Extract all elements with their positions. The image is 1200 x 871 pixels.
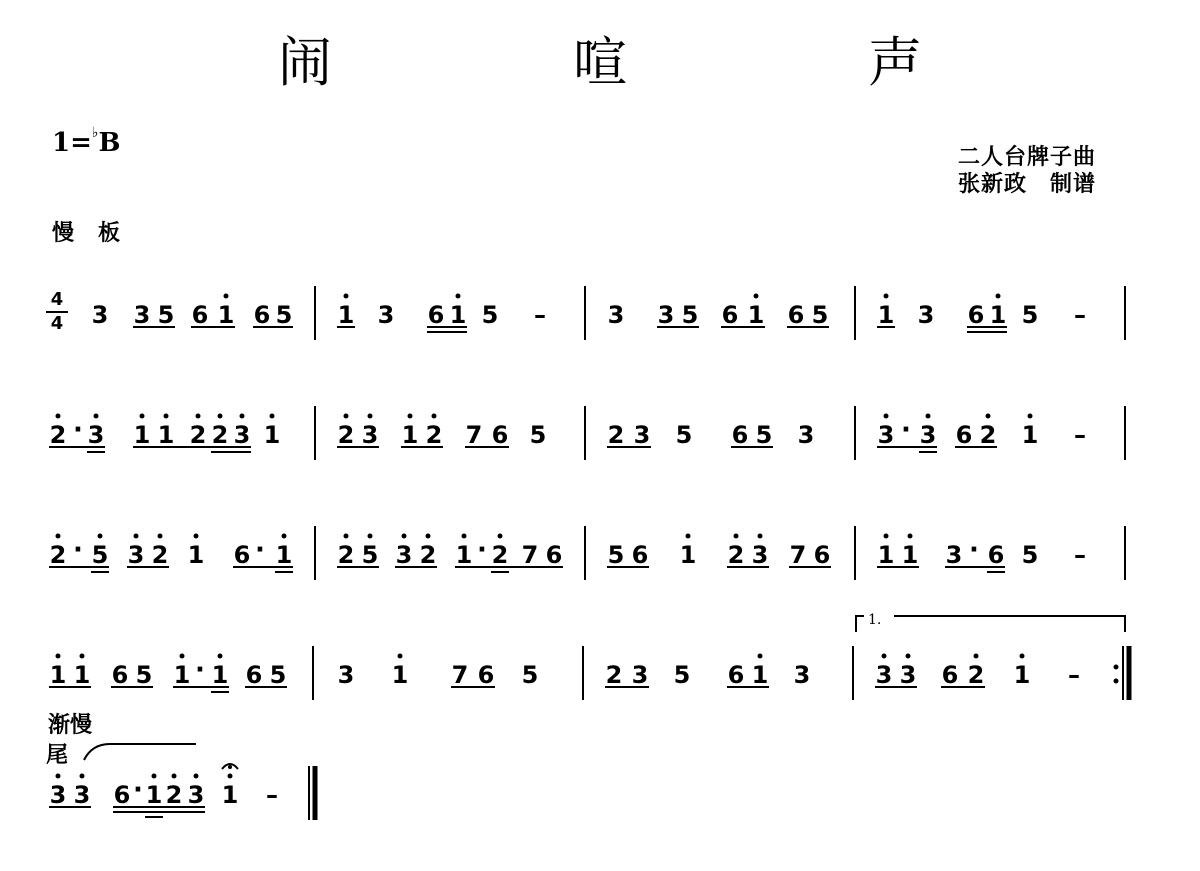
octave-dot-above: [228, 774, 233, 779]
augmentation-dot: ·: [255, 535, 265, 565]
augmentation-dot: ·: [73, 415, 83, 445]
note-digit: 6: [941, 661, 959, 689]
note-digit: 5: [481, 301, 499, 329]
note-digit: 3: [337, 661, 355, 689]
note-digit: 6: [631, 541, 649, 569]
note-digit: 1: [211, 661, 229, 689]
note-digit: 3: [633, 421, 651, 449]
note-digit: 2: [419, 541, 437, 569]
note-digit: 6: [491, 421, 509, 449]
octave-dot-above: [686, 534, 691, 539]
key-note: B: [98, 128, 121, 158]
note-digit: 2: [151, 541, 169, 569]
octave-dot-above: [906, 654, 911, 659]
note-digit: 2: [979, 421, 997, 449]
octave-dot-above: [996, 294, 1001, 299]
coda-slur: [84, 744, 196, 760]
volta-label: 1.: [868, 612, 882, 628]
note-digit: 6: [987, 541, 1005, 569]
note-digit: 3: [87, 421, 105, 449]
note-digit: 1: [989, 301, 1007, 329]
octave-dot-above: [172, 774, 177, 779]
note-digit: 3: [917, 301, 935, 329]
octave-dot-above: [734, 534, 739, 539]
octave-dot-above: [270, 414, 275, 419]
note-digit: 3: [657, 301, 675, 329]
note-digit: 6: [813, 541, 831, 569]
note-digit: 3: [187, 781, 205, 809]
note-digit: 1: [751, 661, 769, 689]
note-digit: 3: [377, 301, 395, 329]
note-digit: 6: [253, 301, 271, 329]
note-digit: 3: [945, 541, 963, 569]
octave-dot-above: [974, 654, 979, 659]
octave-dot-above: [884, 294, 889, 299]
note-digit: 6: [191, 301, 209, 329]
note-digit: 3: [797, 421, 815, 449]
octave-dot-above: [426, 534, 431, 539]
octave-dot-above: [196, 414, 201, 419]
composer-credit: 二人台牌子曲: [958, 145, 1097, 170]
augmentation-dot: ·: [73, 535, 83, 565]
note-digit: 1: [747, 301, 765, 329]
octave-dot-above: [218, 654, 223, 659]
note-digit: 5: [157, 301, 175, 329]
octave-dot-above: [56, 774, 61, 779]
note-digit: 6: [731, 421, 749, 449]
note-digit: 1: [49, 661, 67, 689]
score-row: [49, 526, 1125, 580]
octave-dot-above: [344, 294, 349, 299]
note-digit: 2: [607, 421, 625, 449]
repeat-dot: [1114, 679, 1119, 684]
note-digit: 5: [675, 421, 693, 449]
repeat-dot: [1114, 665, 1119, 670]
note-digit: 6: [967, 301, 985, 329]
time-signature-top: 4: [50, 289, 64, 310]
note-digit: 5: [811, 301, 829, 329]
note-digit: 6: [955, 421, 973, 449]
octave-dot-above: [986, 414, 991, 419]
score-row: [92, 286, 1125, 340]
octave-dot-above: [462, 534, 467, 539]
octave-dot-above: [884, 414, 889, 419]
note-digit: 2: [967, 661, 985, 689]
octave-dot-above: [282, 534, 287, 539]
score-title: 闹 喧 声: [277, 31, 1035, 94]
octave-dot-above: [98, 534, 103, 539]
note-digit: 6: [113, 781, 131, 809]
note-digit: 3: [793, 661, 811, 689]
octave-dot-above: [218, 414, 223, 419]
note-digit: 1: [679, 541, 697, 569]
note-digit: 1: [877, 541, 895, 569]
note-digit: 2: [165, 781, 183, 809]
note-digit: 6: [233, 541, 251, 569]
note-digit: 5: [1021, 541, 1039, 569]
note-digit: 2: [337, 421, 355, 449]
octave-dot-above: [398, 654, 403, 659]
tempo-marking: 慢板: [52, 221, 145, 246]
note-digit: 5: [607, 541, 625, 569]
note-digit: 3: [361, 421, 379, 449]
note-digit: 3: [73, 781, 91, 809]
augmentation-dot: ·: [133, 775, 143, 805]
note-digit: 1: [173, 661, 191, 689]
octave-dot-above: [56, 534, 61, 539]
octave-dot-above: [80, 654, 85, 659]
octave-dot-above: [758, 534, 763, 539]
octave-dot-above: [164, 414, 169, 419]
octave-dot-above: [80, 774, 85, 779]
note-digit: 1: [133, 421, 151, 449]
octave-dot-above: [1020, 654, 1025, 659]
note-digit: 2: [49, 541, 67, 569]
note-digit: 1: [337, 301, 355, 329]
note-digit: 6: [245, 661, 263, 689]
octave-dot-above: [240, 414, 245, 419]
octave-dot-above: [498, 534, 503, 539]
note-digit: 5: [1021, 301, 1039, 329]
note-digit: 6: [727, 661, 745, 689]
arranger-credit: 张新政 制谱: [958, 172, 1097, 197]
note-digit: 5: [521, 661, 539, 689]
volta-bracket: [856, 616, 1125, 632]
key-prefix: 1=: [52, 128, 92, 158]
note-digit: 5: [275, 301, 293, 329]
octave-dot-above: [908, 534, 913, 539]
octave-dot-above: [56, 654, 61, 659]
note-digit: 1: [217, 301, 235, 329]
note-digit: 1: [73, 661, 91, 689]
note-digit: 3: [233, 421, 251, 449]
octave-dot-above: [194, 534, 199, 539]
note-digit: 6: [427, 301, 445, 329]
octave-dot-above: [408, 414, 413, 419]
note-digit: 2: [337, 541, 355, 569]
note-digit: 5: [755, 421, 773, 449]
note-digit: 3: [607, 301, 625, 329]
octave-dot-above: [224, 294, 229, 299]
note-digit: 2: [425, 421, 443, 449]
octave-dot-above: [194, 774, 199, 779]
augmentation-dot: ·: [901, 415, 911, 445]
note-digit: 3: [899, 661, 917, 689]
octave-dot-above: [94, 414, 99, 419]
note-digit: 5: [269, 661, 287, 689]
octave-dot-above: [432, 414, 437, 419]
note-digit: 3: [877, 421, 895, 449]
dash-note: –: [1074, 301, 1086, 329]
note-digit: 1: [1021, 421, 1039, 449]
note-digit: 3: [395, 541, 413, 569]
octave-dot-above: [140, 414, 145, 419]
augmentation-dot: ·: [969, 535, 979, 565]
note-digit: 1: [157, 421, 175, 449]
note-digit: 7: [521, 541, 539, 569]
octave-dot-above: [368, 414, 373, 419]
octave-dot-above: [180, 654, 185, 659]
octave-dot-above: [926, 414, 931, 419]
note-digit: 3: [49, 781, 67, 809]
octave-dot-above: [402, 534, 407, 539]
note-digit: 6: [545, 541, 563, 569]
note-digit: 3: [751, 541, 769, 569]
octave-dot-above: [758, 654, 763, 659]
note-digit: 5: [529, 421, 547, 449]
note-digit: 2: [491, 541, 509, 569]
note-digit: 5: [91, 541, 109, 569]
note-digit: 3: [91, 301, 109, 329]
note-digit: 1: [455, 541, 473, 569]
note-digit: 3: [127, 541, 145, 569]
fermata-dot: [228, 765, 232, 769]
note-digit: 1: [221, 781, 239, 809]
note-digit: 1: [901, 541, 919, 569]
note-digit: 1: [145, 781, 163, 809]
note-digit: 1: [187, 541, 205, 569]
flat-sign: ♭: [91, 125, 99, 142]
coda-marking: 尾: [46, 743, 69, 768]
ritardando-marking: 渐慢: [48, 713, 93, 738]
augmentation-dot: ·: [477, 535, 487, 565]
note-digit: 3: [919, 421, 937, 449]
dash-note: –: [266, 781, 278, 809]
octave-dot-above: [882, 654, 887, 659]
dash-note: –: [1074, 541, 1086, 569]
note-digit: 7: [789, 541, 807, 569]
note-digit: 3: [631, 661, 649, 689]
note-digit: 6: [111, 661, 129, 689]
note-digit: 1: [275, 541, 293, 569]
note-digit: 1: [877, 301, 895, 329]
score-row: [49, 646, 1129, 700]
note-digit: 2: [189, 421, 207, 449]
octave-dot-above: [368, 534, 373, 539]
note-digit: 2: [605, 661, 623, 689]
octave-dot-above: [884, 534, 889, 539]
octave-dot-above: [158, 534, 163, 539]
octave-dot-above: [754, 294, 759, 299]
octave-dot-above: [344, 534, 349, 539]
octave-dot-above: [152, 774, 157, 779]
note-digit: 5: [361, 541, 379, 569]
octave-dot-above: [56, 414, 61, 419]
note-digit: 1: [401, 421, 419, 449]
note-digit: 1: [449, 301, 467, 329]
note-digit: 1: [263, 421, 281, 449]
note-digit: 6: [721, 301, 739, 329]
octave-dot-above: [1028, 414, 1033, 419]
note-digit: 5: [135, 661, 153, 689]
note-digit: 7: [451, 661, 469, 689]
note-digit: 5: [681, 301, 699, 329]
score-rows: [49, 286, 1129, 820]
score-row: [49, 406, 1125, 460]
octave-dot-above: [134, 534, 139, 539]
octave-dot-above: [344, 414, 349, 419]
augmentation-dot: ·: [195, 655, 205, 685]
note-digit: 1: [1013, 661, 1031, 689]
dash-note: –: [534, 301, 546, 329]
dash-note: –: [1074, 421, 1086, 449]
note-digit: 3: [133, 301, 151, 329]
note-digit: 1: [391, 661, 409, 689]
note-digit: 6: [477, 661, 495, 689]
octave-dot-above: [456, 294, 461, 299]
note-digit: 3: [875, 661, 893, 689]
note-digit: 2: [727, 541, 745, 569]
note-digit: 2: [49, 421, 67, 449]
score-row: [49, 764, 315, 820]
note-digit: 7: [465, 421, 483, 449]
note-digit: 6: [787, 301, 805, 329]
note-digit: 5: [673, 661, 691, 689]
time-signature-bottom: 4: [50, 313, 64, 334]
dash-note: –: [1068, 661, 1080, 689]
note-digit: 2: [211, 421, 229, 449]
